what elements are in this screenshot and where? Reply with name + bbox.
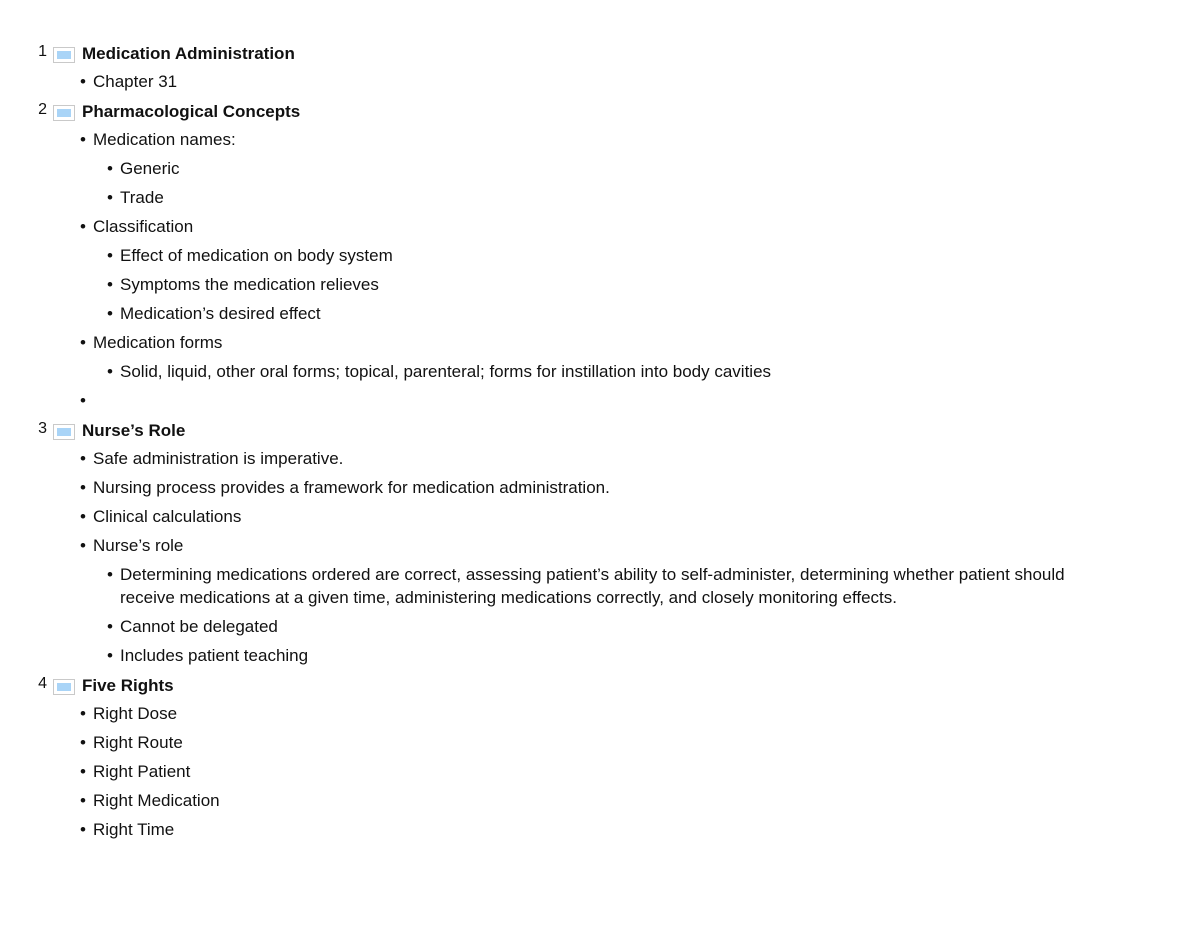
bullet-dot-icon: • [80, 333, 86, 352]
bullet-text: Cannot be delegated [120, 617, 278, 636]
bullet-dot-icon: • [107, 275, 113, 294]
bullet-text: Solid, liquid, other oral forms; topical, parenteral; forms for instillation into body cavities [120, 362, 772, 381]
slide-thumbnail-icon[interactable] [53, 105, 75, 121]
bullet-dot-icon: • [80, 217, 86, 236]
bullet-text: Symptoms the medication relieves [120, 275, 379, 294]
sub-bullet-item[interactable] [0, 299, 1200, 328]
slide-number: 2 [38, 101, 47, 118]
bullet-text: Effect of medication on body system [120, 246, 393, 265]
bullet-item[interactable] [0, 125, 1200, 154]
bullet-dot-icon: • [80, 791, 86, 810]
bullet-dot-icon: • [80, 507, 86, 526]
bullet-dot-icon: • [80, 391, 86, 410]
bullet-text: Medication forms [93, 333, 223, 352]
bullet-dot-icon: • [80, 72, 86, 91]
bullet-item[interactable] [0, 473, 1200, 502]
slide-title[interactable]: Nurse’s Role [82, 421, 186, 440]
sub-bullet-item[interactable] [0, 357, 1200, 386]
bullet-text: Includes patient teaching [120, 646, 309, 665]
bullet-text: Nursing process provides a framework for medication administration. [93, 478, 610, 497]
slide-thumbnail-icon[interactable] [53, 47, 75, 63]
slide-title[interactable]: Medication Administration [82, 44, 295, 63]
bullet-text: Right Medication [93, 791, 220, 810]
bullet-text: Trade [120, 188, 164, 207]
bullet-dot-icon: • [107, 188, 113, 207]
bullet-dot-icon: • [80, 733, 86, 752]
slide-thumbnail-fill [57, 683, 71, 691]
bullet-text: Medication’s desired effect [120, 304, 321, 323]
sub-bullet-item[interactable] [0, 641, 1200, 670]
bullet-text: Right Route [93, 733, 183, 752]
bullet-item[interactable] [0, 815, 1200, 844]
bullet-dot-icon: • [80, 820, 86, 839]
bullet-text: Clinical calculations [93, 507, 242, 526]
bullet-text: Right Patient [93, 762, 191, 781]
slide-number: 1 [38, 43, 47, 60]
bullet-dot-icon: • [80, 449, 86, 468]
bullet-dot-icon: • [107, 246, 113, 265]
slide-title[interactable]: Pharmacological Concepts [82, 102, 301, 121]
bullet-text: Medication names: [93, 130, 236, 149]
bullet-item[interactable] [0, 699, 1200, 728]
slide-header[interactable] [0, 670, 1200, 699]
bullet-item[interactable] [0, 212, 1200, 241]
bullet-dot-icon: • [80, 536, 86, 555]
bullet-dot-icon: • [107, 646, 113, 665]
bullet-dot-icon: • [80, 130, 86, 149]
bullet-dot-icon: • [107, 565, 113, 584]
bullet-text: Right Dose [93, 704, 178, 723]
bullet-item[interactable] [0, 531, 1200, 560]
slide-thumbnail-fill [57, 428, 71, 436]
sub-bullet-item[interactable] [0, 270, 1200, 299]
bullet-text: Classification [93, 217, 194, 236]
slide-header[interactable] [0, 38, 1200, 67]
bullet-item[interactable] [0, 757, 1200, 786]
bullet-dot-icon: • [107, 159, 113, 178]
outline-slide[interactable] [0, 670, 1200, 844]
bullet-text: Safe administration is imperative. [93, 449, 344, 468]
slide-number: 4 [38, 675, 47, 692]
bullet-dot-icon: • [107, 617, 113, 636]
bullet-text: Generic [120, 159, 180, 178]
slide-number: 3 [38, 420, 47, 437]
sub-bullet-item[interactable] [0, 612, 1200, 641]
bullet-item[interactable] [0, 386, 1200, 415]
bullet-item[interactable] [0, 444, 1200, 473]
bullet-dot-icon: • [80, 478, 86, 497]
slide-header[interactable] [0, 415, 1200, 444]
bullet-item[interactable] [0, 786, 1200, 815]
slide-thumbnail-icon[interactable] [53, 679, 75, 695]
bullet-dot-icon: • [80, 704, 86, 723]
slide-title[interactable]: Five Rights [82, 676, 174, 695]
bullet-dot-icon: • [107, 304, 113, 323]
bullet-text: Nurse’s role [93, 536, 184, 555]
slide-header[interactable] [0, 96, 1200, 125]
bullet-dot-icon: • [80, 762, 86, 781]
slide-thumbnail-icon[interactable] [53, 424, 75, 440]
bullet-dot-icon: • [107, 362, 113, 381]
bullet-item[interactable] [0, 728, 1200, 757]
bullet-item[interactable] [0, 67, 1200, 96]
sub-bullet-item[interactable] [0, 154, 1200, 183]
sub-bullet-item[interactable] [0, 560, 1200, 612]
bullet-item[interactable] [0, 502, 1200, 531]
bullet-text: Determining medications ordered are correct, assessing patient’s ability to self-administer, determining whether patient should receive medications at a given time, administering medications correctly, and closely monitoring effects. [120, 565, 1065, 607]
bullet-text: Chapter 31 [93, 72, 178, 91]
outline-slide[interactable] [0, 415, 1200, 670]
outline-slide[interactable] [0, 38, 1200, 96]
sub-bullet-item[interactable] [0, 183, 1200, 212]
bullet-text: Right Time [93, 820, 175, 839]
outline-view [0, 38, 1200, 844]
slide-thumbnail-fill [57, 109, 71, 117]
sub-bullet-item[interactable] [0, 241, 1200, 270]
slide-thumbnail-fill [57, 51, 71, 59]
outline-slide[interactable] [0, 96, 1200, 415]
bullet-item[interactable] [0, 328, 1200, 357]
